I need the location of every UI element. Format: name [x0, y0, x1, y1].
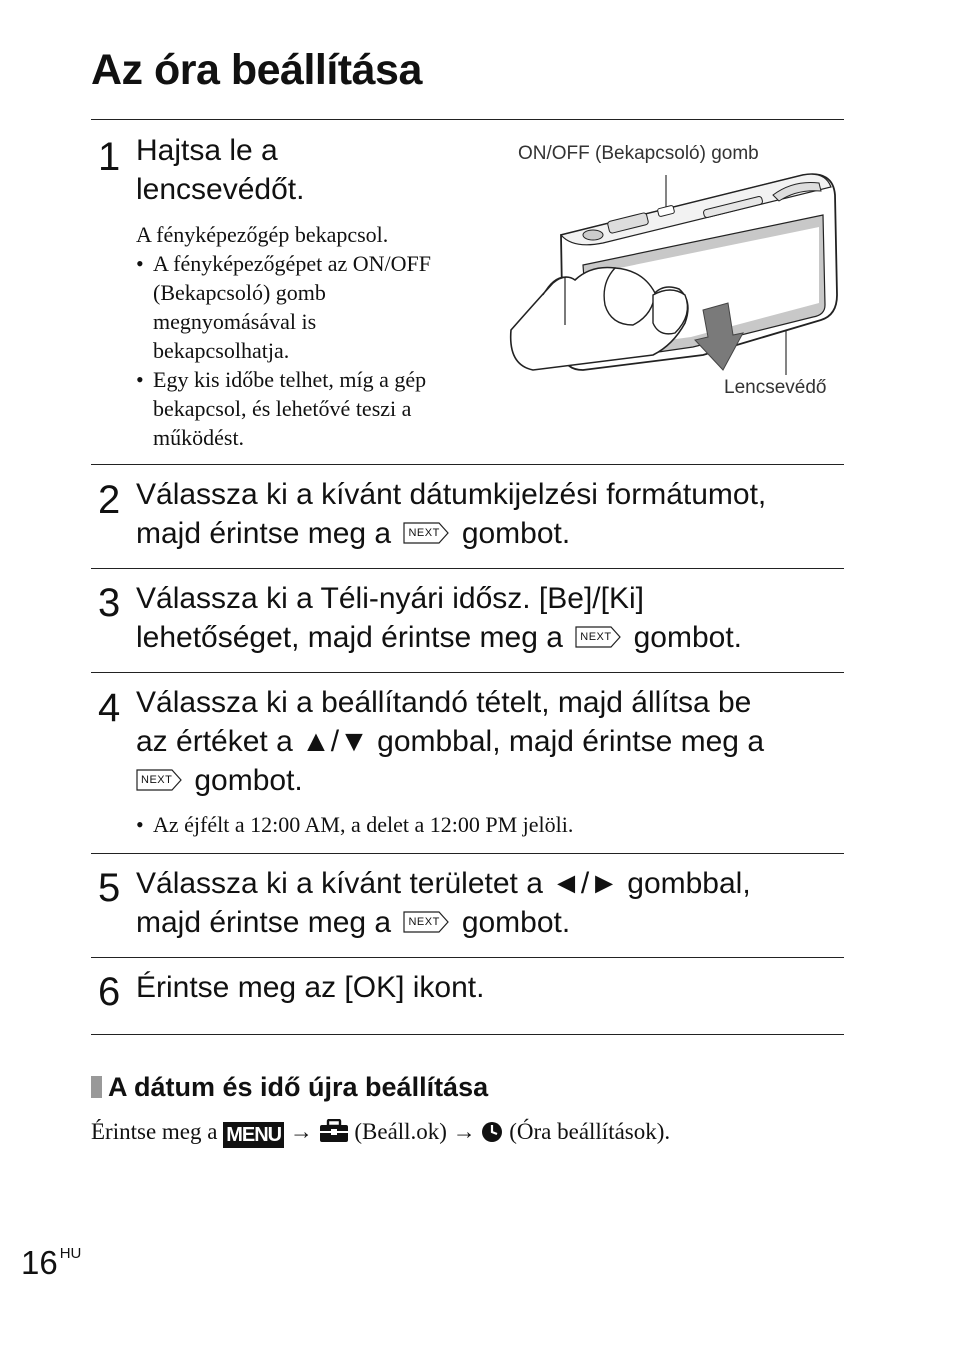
next-icon-label: NEXT — [408, 916, 440, 929]
bullet-line: működést. — [153, 425, 245, 450]
clock-icon — [481, 1120, 503, 1152]
step-1-heading-line: lencsevédőt. — [136, 173, 305, 206]
step-5-number: 5 — [98, 866, 121, 910]
step-3-line — [136, 618, 742, 657]
bullet-line: Egy kis időbe telhet, míg a gép — [153, 367, 427, 392]
step-4-line: az értéket a ▲/▼ gombbal, majd érintse meg a — [136, 725, 765, 758]
camera-illustration — [503, 165, 843, 375]
divider — [91, 853, 844, 854]
step-2-line — [136, 514, 766, 553]
menu-path-text: Érintse meg a — [91, 1119, 218, 1144]
step-2-text: majd érintse meg a — [136, 517, 392, 550]
menu-icon: MENU — [223, 1122, 284, 1148]
page-number-value: 16 — [21, 1244, 58, 1281]
mode-dial-shape — [583, 230, 603, 240]
step-5-text: majd érintse meg a — [136, 906, 392, 939]
step-3-text: gombot. — [633, 621, 743, 654]
step-2-text: gombot. — [461, 517, 571, 550]
divider — [91, 568, 844, 569]
section-heading-text: A dátum és idő újra beállítása — [108, 1072, 489, 1102]
step-1-text: A fényképezőgép bekapcsol. — [136, 222, 389, 247]
bullet-dot: • — [136, 367, 144, 392]
next-icon-label: NEXT — [580, 631, 612, 644]
step-2-line: Válassza ki a kívánt dátumkijelzési formátumot, — [136, 478, 767, 511]
lens-cover-label: Lencsevédő — [724, 377, 827, 398]
step-4-line — [136, 761, 764, 800]
step-4-note — [136, 810, 573, 839]
page-number — [21, 1234, 81, 1283]
page-language-code: HU — [59, 1245, 82, 1262]
bullet-line: (Bekapcsoló) gomb — [153, 280, 326, 305]
next-icon — [575, 626, 621, 648]
step-6-line: Érintse meg az [OK] ikont. — [136, 971, 485, 1004]
divider — [91, 1034, 844, 1035]
bullet-line: megnyomásával is — [153, 309, 317, 334]
step-5-line: Válassza ki a kívánt területet a ◄/► gombbal, — [136, 867, 751, 900]
menu-path — [91, 1116, 670, 1152]
step-3-number: 3 — [98, 581, 121, 625]
step-5-line — [136, 903, 751, 942]
next-icon — [403, 911, 449, 933]
step-4-number: 4 — [98, 686, 121, 730]
settings-label: (Beáll.ok) — [354, 1119, 447, 1144]
divider — [91, 464, 844, 465]
on-off-button-label: ON/OFF (Bekapcsoló) gomb — [518, 143, 759, 164]
step-3-line: Válassza ki a Téli-nyári idősz. [Be]/[Ki] — [136, 582, 644, 615]
note-text: Az éjfélt a 12:00 AM, a delet a 12:00 PM jelöli. — [153, 812, 574, 837]
step-6-number: 6 — [98, 970, 121, 1014]
next-icon — [403, 522, 449, 544]
next-icon-label: NEXT — [408, 527, 440, 540]
step-2-number: 2 — [98, 478, 121, 522]
divider — [91, 957, 844, 958]
bullet-dot: • — [136, 251, 144, 276]
section-marker — [91, 1076, 102, 1098]
step-4-line: Válassza ki a beállítandó tételt, majd állítsa be — [136, 686, 752, 719]
toolbox-icon — [319, 1119, 349, 1152]
bullet-line: bekapcsol, és lehetővé teszi a — [153, 396, 412, 421]
divider — [91, 672, 844, 673]
step-1-body — [136, 220, 496, 452]
step-5-text: gombot. — [461, 906, 571, 939]
divider — [91, 119, 844, 120]
step-1-number: 1 — [98, 135, 121, 179]
step-1-bullet — [136, 365, 496, 452]
step-3-text: lehetőséget, majd érintse meg a — [136, 621, 563, 654]
section-heading — [91, 1070, 488, 1104]
step-5-heading — [136, 864, 751, 942]
bullet-dot: • — [136, 812, 144, 837]
next-icon — [136, 769, 182, 791]
bullet-line: A fényképezőgépet az ON/OFF — [153, 251, 431, 276]
step-1-heading-line: Hajtsa le a — [136, 134, 278, 167]
arrow-icon: → — [452, 1119, 476, 1144]
step-4-text: gombot. — [194, 764, 303, 797]
page-title: Az óra beállítása — [91, 46, 422, 94]
step-6-heading — [136, 968, 484, 1007]
step-2-heading — [136, 475, 766, 553]
step-4-bullet — [136, 810, 573, 839]
step-4-heading — [136, 683, 764, 800]
step-1-heading — [136, 131, 304, 209]
next-icon-label: NEXT — [141, 774, 173, 787]
step-1-bullet — [136, 249, 496, 365]
bullet-line: bekapcsolhatja. — [153, 338, 290, 363]
arrow-icon: → — [289, 1119, 313, 1144]
clock-label: (Óra beállítások). — [509, 1119, 671, 1144]
step-3-heading — [136, 579, 742, 657]
